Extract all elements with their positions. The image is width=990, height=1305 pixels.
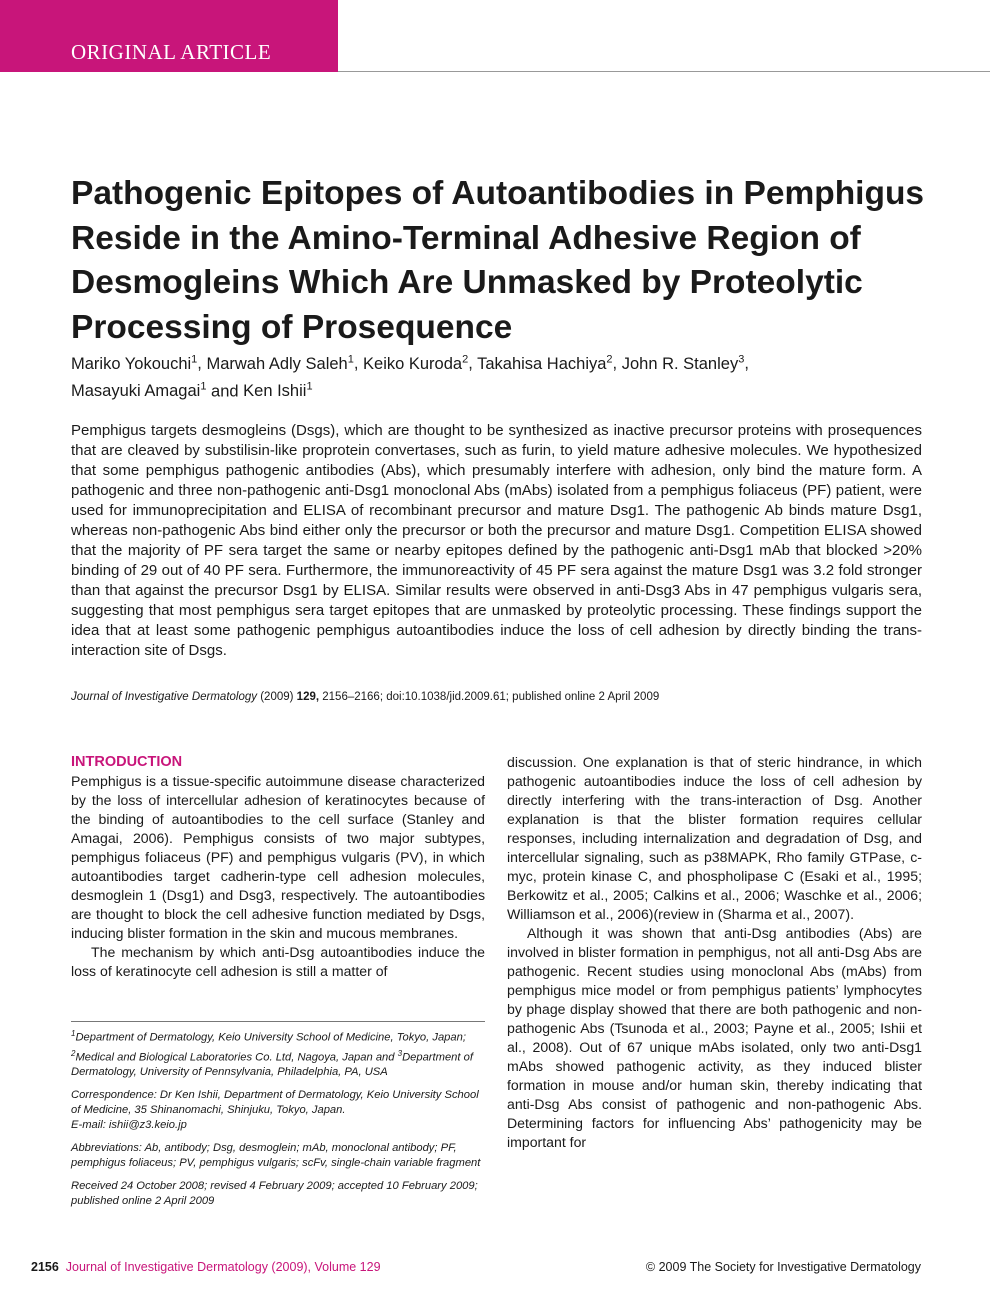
left-column bbox=[71, 753, 485, 981]
author[interactable]: Ken Ishii$^1$ bbox=[243, 380, 313, 400]
correspondence: Correspondence: Dr Ken Ishii, Department of Dermatology, Keio University School of Medicine, 35 Shinanomachi, Shinjuku, Tokyo, Japan. E-mail: ishii@z3.keio.jp bbox=[71, 1089, 479, 1132]
footnote-rule bbox=[71, 1021, 485, 1022]
footer-journal[interactable]: Journal of Investigative Dermatology (2009), Volume 129 bbox=[65, 1260, 381, 1274]
citation-volume: 129, bbox=[296, 691, 320, 703]
author-list: Mariko Yokouchi$^1$, Marwah Adly Saleh$^1$, Keiko Kuroda$^2$, Takahisa Hachiya$^2$, John R. Stanley$^3$, Masayuki Amagai$^1$ and Ken Ishii$^1$ bbox=[71, 353, 749, 400]
author[interactable]: Takahisa Hachiya$^2$ bbox=[477, 353, 613, 373]
body-paragraph-1: discussion. One explanation is that of steric hindrance, in which pathogenic autoantibodies induce the loss of cell adhesion by directly interfering with the trans-interaction of Dsg. Another explanation is that the blister formation requires cellular responses, including internalization and degradation of Dsg, and intercellular signaling, such as p38MAPK, Rho family GTPase, c-myc, protein kinase C, and phospholipase C (Esaki et al., 1995; Berkowitz et al., 2005; Calkins et al., 2006; Waschke et al., 2006; Williamson et al., 2006)(review in (Sharma et al., 2007). bbox=[507, 754, 922, 922]
abbreviations: Abbreviations: Ab, antibody; Dsg, desmoglein; mAb, monoclonal antibody; PF, pemphigus foliaceus; PV, pemphigus vulgaris; scFv, single-chain variable fragment bbox=[71, 1142, 481, 1170]
author[interactable]: Masayuki Amagai$^1$ bbox=[71, 380, 207, 400]
author[interactable]: John R. Stanley$^3$ bbox=[621, 353, 745, 373]
section-heading-introduction: INTRODUCTION bbox=[71, 754, 183, 770]
article-type-banner bbox=[0, 0, 338, 72]
right-column bbox=[507, 753, 922, 1152]
citation-journal: Journal of Investigative Dermatology bbox=[71, 691, 258, 703]
author[interactable]: Mariko Yokouchi$^1$ bbox=[71, 353, 198, 373]
intro-paragraph-1: Pemphigus is a tissue-specific autoimmune disease characterized by the loss of intercellular adhesion of keratinocytes because of the binding of autoantibodies to the cell surface (Stanley and Amagai, 2006). Pemphigus consists of two major subtypes, pemphigus foliaceus (PF) and pemphigus vulgaris (PV), in which autoantibodies target cadherin-type cell adhesion molecules, desmoglein 1 (Dsg1) and Dsg3, respectively. The autoantibodies are thought to block the cell adhesive function mediated by Dsgs, inducing blister formation in the skin and mucous membranes. bbox=[71, 773, 485, 941]
header-rule bbox=[338, 71, 990, 72]
page-number: 2156 bbox=[31, 1260, 59, 1274]
received-dates: Received 24 October 2008; revised 4 February 2009; accepted 10 February 2009; published online 2 April 2009 bbox=[71, 1180, 478, 1208]
abstract: Pemphigus targets desmogleins (Dsgs), which are thought to be synthesized as inactive precursor proteins with prosequences that are cleaved by substilisin-like proprotein convertases, such as furin, to yield mature adhesive molecules. We hypothesized that some pemphigus pathogenic antibodies (Abs), which presumably interfere with adhesion, only bind the mature form. A pathogenic and three non-pathogenic anti-Dsg1 monoclonal Abs (mAbs) isolated from a pemphigus foliaceus (PF) patient, were used for immunoprecipitation and ELISA of recombinant precursor and mature Dsg1. The pathogenic Ab binds mature Dsg1, whereas non-pathogenic Abs bind either only the precursor or both the precursor and mature Dsg1. Competition ELISA showed that the majority of PF sera target the same or nearby epitopes defined by the pathogenic anti-Dsg1 mAb that blocked >20% binding of 29 out of 40 PF sera. Furthermore, the immunoreactivity of 45 PF sera against the mature Dsg1 was 3.2 fold stronger than that against the precursor Dsg1 by ELISA. Similar results were observed in anti-Dsg3 Abs in 47 pemphigus vulgaris sera, suggesting that most pemphigus sera target epitopes that are unmasked by proteolytic processing. These findings support the idea that at least some pathogenic pemphigus autoantibodies induce the loss of cell adhesion by directly binding the trans-interaction site of Dsgs. bbox=[71, 422, 922, 659]
intro-paragraph-2: The mechanism by which anti-Dsg autoantibodies induce the loss of keratinocyte cell adhesion is still a matter of bbox=[71, 944, 485, 979]
journal-citation: Journal of Investigative Dermatology (2009) 129, 2156–2166; doi:10.1038/jid.2009.61; published online 2 April 2009 bbox=[71, 691, 660, 703]
copyright: © 2009 The Society for Investigative Dermatology bbox=[645, 1260, 921, 1274]
page-footer bbox=[31, 1260, 921, 1278]
author[interactable]: Marwah Adly Saleh$^1$ bbox=[206, 353, 354, 373]
body-paragraph-2: Although it was shown that anti-Dsg antibodies (Abs) are involved in blister formation in pemphigus, not all anti-Dsg Abs are pathogenic. Recent studies using monoclonal Abs (mAbs) from pemphigus mice model or from pemphigus patients’ lymphocytes by phage display showed that there are both pathogenic and non-pathogenic Abs (Tsunoda et al., 2003; Payne et al., 2005; Ishii et al., 2008). Out of 67 unique mAbs isolated, only two anti-Dsg1 mAbs showed pathogenic activity, as they induced blister formation in mouse and/or human skin, thereby indicating that anti-Dsg Abs consist of pathogenic and non-pathogenic Abs. Determining factors for influencing Abs’ pathogenicity may be important for bbox=[507, 925, 922, 1150]
footnotes bbox=[71, 1026, 485, 1217]
article-type-label: ORIGINAL ARTICLE bbox=[71, 40, 272, 64]
author[interactable]: Keiko Kuroda$^2$ bbox=[363, 353, 469, 373]
affiliations: $^1$Department of Dermatology, Keio University School of Medicine, Tokyo, Japan; $^2$Medical and Biological Laboratories Co. Ltd, Nagoya, Japan and $^3$Department of Dermatology, University of Pennsylvania, Philadelphia, PA, USA bbox=[71, 1029, 473, 1079]
article-title: Pathogenic Epitopes of Autoantibodies in Pemphigus Reside in the Amino-Terminal Adhesive Region of Desmogleins Which Are Unmasked by Proteolytic Processing of Prosequence bbox=[71, 175, 925, 346]
email-link[interactable]: E-mail: ishii@z3.keio.jp bbox=[71, 1119, 187, 1132]
